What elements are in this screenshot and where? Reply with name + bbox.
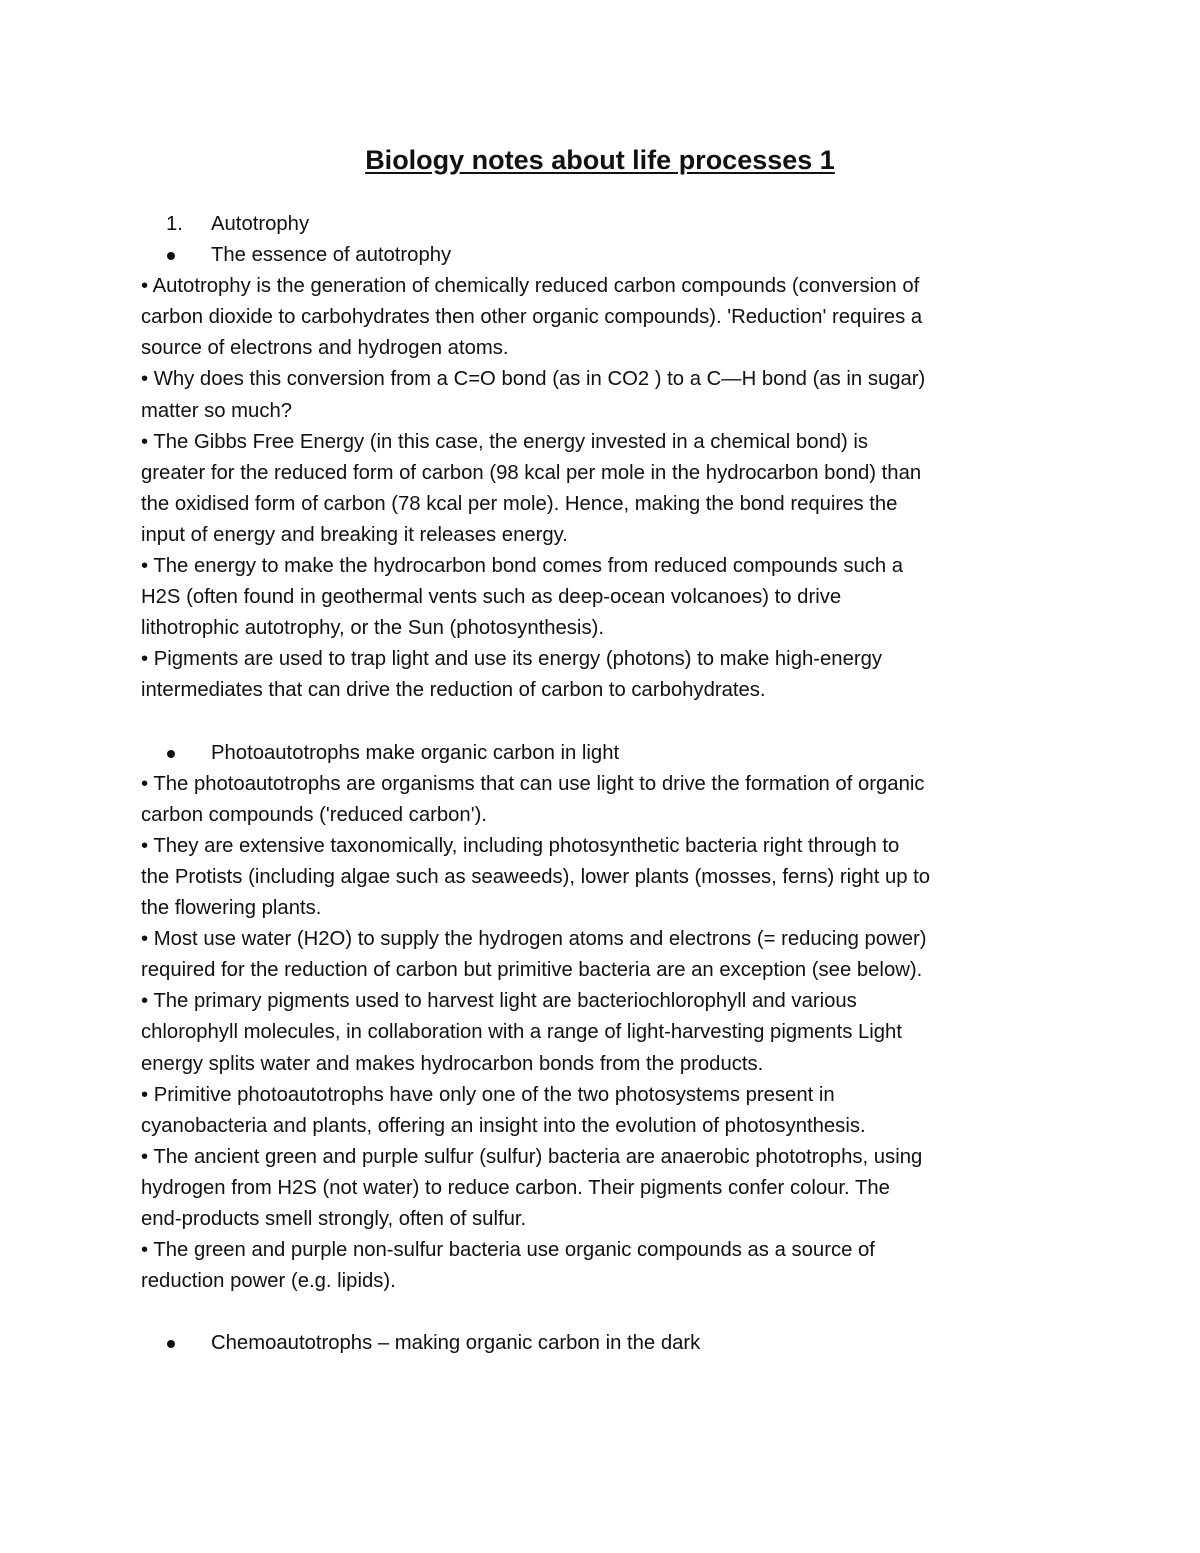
text-line: • The Gibbs Free Energy (in this case, the energy invested in a chemical bond) is — [141, 430, 869, 453]
numbered-item — [141, 209, 1071, 240]
text-line: source of electrons and hydrogen atoms. — [141, 337, 509, 360]
text-line: hydrogen from H2S (not water) to reduce carbon. Their pigments confer colour. The — [141, 1176, 890, 1199]
text-line: intermediates that can drive the reduction of carbon to carbohydrates. — [141, 679, 766, 702]
blank-line — [141, 707, 1071, 738]
text-line: carbon compounds ('reduced carbon'). — [141, 803, 487, 826]
bullet-icon — [167, 252, 175, 260]
text-line: chlorophyll molecules, in collaboration with a range of light-harvesting pigments Light — [141, 1021, 902, 1044]
text-line: • Autotrophy is the generation of chemically reduced carbon compounds (conversion of — [141, 275, 920, 298]
text-line: energy splits water and makes hydrocarbon bonds from the products. — [141, 1052, 764, 1075]
text-line: the Protists (including algae such as seaweeds), lower plants (mosses, ferns) right up to — [141, 865, 931, 888]
text-line: • They are extensive taxonomically, including photosynthetic bacteria right through to — [141, 834, 900, 857]
text-line: • The photoautotrophs are organisms that can use light to drive the formation of organic — [141, 772, 925, 795]
text-line: lithotrophic autotrophy, or the Sun (photosynthesis). — [141, 617, 604, 640]
subsection-heading: Chemoautotrophs – making organic carbon in the dark — [211, 1332, 701, 1355]
text-line: matter so much? — [141, 399, 293, 422]
text-line: • Pigments are used to trap light and use its energy (photons) to make high-energy — [141, 648, 883, 671]
text-line: carbon dioxide to carbohydrates then other organic compounds). 'Reduction' requires a — [141, 306, 923, 329]
text-line: the flowering plants. — [141, 897, 322, 920]
text-line: H2S (often found in geothermal vents such as deep-ocean volcanoes) to drive — [141, 586, 842, 609]
text-line: reduction power (e.g. lipids). — [141, 1270, 396, 1293]
text-line: • The primary pigments used to harvest light are bacteriochlorophyll and various — [141, 990, 857, 1013]
text-line: the oxidised form of carbon (78 kcal per mole). Hence, making the bond requires the — [141, 492, 898, 515]
bullet-icon — [167, 1340, 175, 1348]
subsection-heading: The essence of autotrophy — [211, 244, 452, 267]
text-line: input of energy and breaking it releases energy. — [141, 523, 568, 546]
text-line: • The energy to make the hydrocarbon bond comes from reduced compounds such a — [141, 555, 904, 578]
subsection-heading: Photoautotrophs make organic carbon in light — [211, 741, 620, 764]
page-title: Biology notes about life processes 1 — [365, 145, 835, 175]
bullet-item — [141, 240, 1071, 271]
text-line: cyanobacteria and plants, offering an insight into the evolution of photosynthesis. — [141, 1114, 866, 1137]
text-line: • Most use water (H2O) to supply the hydrogen atoms and electrons (= reducing power) — [141, 928, 927, 951]
text-line: required for the reduction of carbon but primitive bacteria are an exception (see below). — [141, 959, 923, 982]
text-line: • Why does this conversion from a C=O bond (as in CO2 ) to a C—H bond (as in sugar) — [141, 368, 926, 391]
bullet-item — [141, 738, 1071, 769]
bullet-icon — [167, 750, 175, 758]
list-number: 1. — [166, 213, 183, 235]
text-line: greater for the reduced form of carbon (98 kcal per mole in the hydrocarbon bond) than — [141, 461, 922, 484]
blank-line — [141, 1297, 1071, 1328]
text-line: end-products smell strongly, often of sulfur. — [141, 1208, 527, 1230]
section-heading: Autotrophy — [211, 213, 310, 235]
text-line: • Primitive photoautotrophs have only one of the two photosystems present in — [141, 1083, 835, 1106]
document-body — [141, 209, 1071, 1359]
bullet-item — [141, 1328, 1071, 1359]
text-line: • The ancient green and purple sulfur (sulfur) bacteria are anaerobic phototrophs, using — [141, 1145, 923, 1168]
text-line: • The green and purple non-sulfur bacteria use organic compounds as a source of — [141, 1239, 875, 1262]
